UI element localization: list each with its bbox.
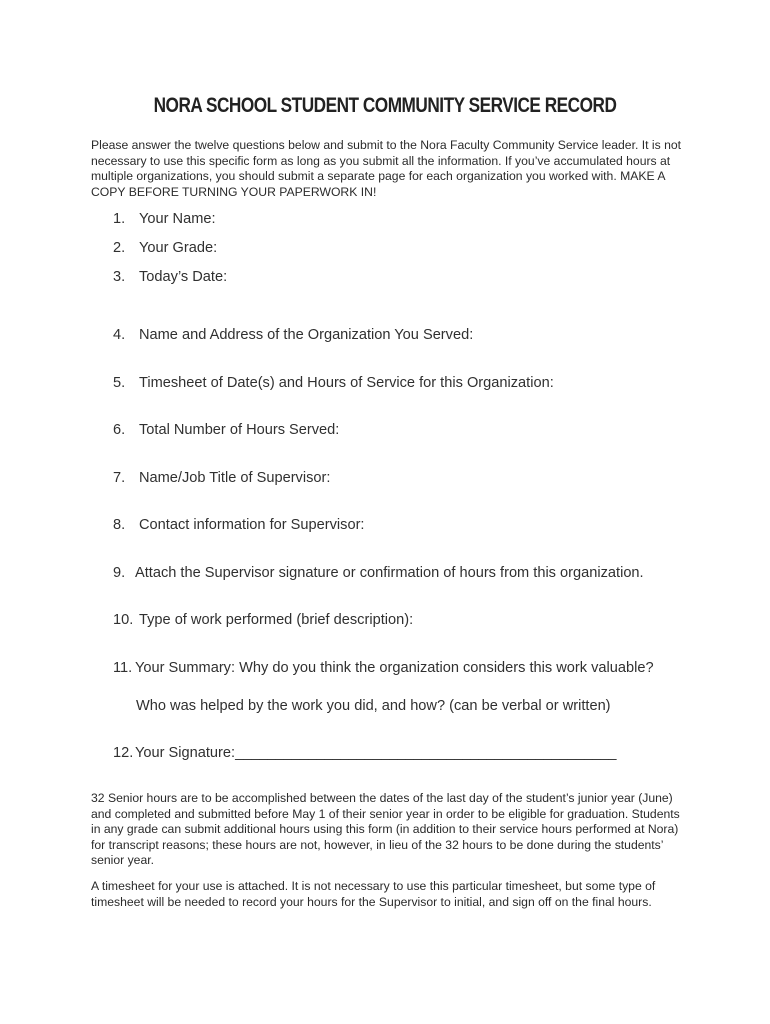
question-number: 12. xyxy=(113,745,134,761)
question-2 xyxy=(113,239,217,257)
question-number: 8. xyxy=(113,517,126,533)
footer-paragraph-timesheet: A timesheet for your use is attached. It is not necessary to use this particular timesheet, but some type of timesheet will be needed to record your hours for the Supervisor to initial, and sign off on the final hours. xyxy=(91,879,656,909)
question-number: 11. xyxy=(113,660,133,676)
question-8 xyxy=(113,516,365,534)
question-text: Your Name: xyxy=(139,211,216,227)
question-text: Name and Address of the Organization You Served: xyxy=(139,327,474,343)
question-text: Your Signature:_______________________________________________ xyxy=(135,745,617,761)
question-text: Contact information for Supervisor: xyxy=(139,517,365,533)
question-text: Name/Job Title of Supervisor: xyxy=(139,470,331,486)
question-3 xyxy=(113,268,227,286)
question-number: 5. xyxy=(113,375,126,391)
question-12 xyxy=(113,744,617,762)
question-text: Your Summary: Why do you think the organization considers this work valuable? xyxy=(135,660,654,676)
question-9 xyxy=(113,564,644,582)
question-5 xyxy=(113,374,554,392)
question-number: 4. xyxy=(113,327,126,343)
question-10 xyxy=(113,611,413,629)
question-text: Total Number of Hours Served: xyxy=(139,422,340,438)
question-number: 9. xyxy=(113,565,126,581)
page-title: NORA SCHOOL STUDENT COMMUNITY SERVICE RECORD xyxy=(153,94,617,117)
question-6 xyxy=(113,421,339,439)
question-1 xyxy=(113,210,216,228)
question-number: 3. xyxy=(113,269,126,285)
question-11 xyxy=(113,659,654,677)
question-11-continuation: Who was helped by the work you did, and how? (can be verbal or written) xyxy=(136,698,611,714)
question-7 xyxy=(113,469,330,487)
question-text: Attach the Supervisor signature or confirmation of hours from this organization. xyxy=(135,565,644,581)
intro-paragraph: Please answer the twelve questions below and submit to the Nora Faculty Community Service leader. It is not necessary to use this specific form as long as you submit all the information. If you’ve accumulated hours at multiple organizations, you should submit a separate page for each organization you worked with. MAKE A COPY BEFORE TURNING YOUR PAPERWORK IN! xyxy=(91,138,682,199)
question-number: 1. xyxy=(113,211,126,227)
question-number: 6. xyxy=(113,422,126,438)
question-number: 7. xyxy=(113,470,126,486)
question-number: 10. xyxy=(113,612,134,628)
question-text: Your Grade: xyxy=(139,240,218,256)
question-text: Timesheet of Date(s) and Hours of Service for this Organization: xyxy=(139,375,554,391)
footer-paragraph-hours: 32 Senior hours are to be accomplished between the dates of the last day of the student’s junior year (June) and completed and submitted before May 1 of their senior year in order to be eligible for graduation. Students in any grade can submit additional hours using this form (in addition to their service hours performed at Nora) for transcript reasons; these hours are not, however, in lieu of the 32 hours to be done during the students’ senior year. xyxy=(91,791,680,868)
question-4 xyxy=(113,326,473,344)
question-number: 2. xyxy=(113,240,126,256)
question-text: Type of work performed (brief description): xyxy=(139,612,414,628)
question-text: Today’s Date: xyxy=(139,269,228,285)
